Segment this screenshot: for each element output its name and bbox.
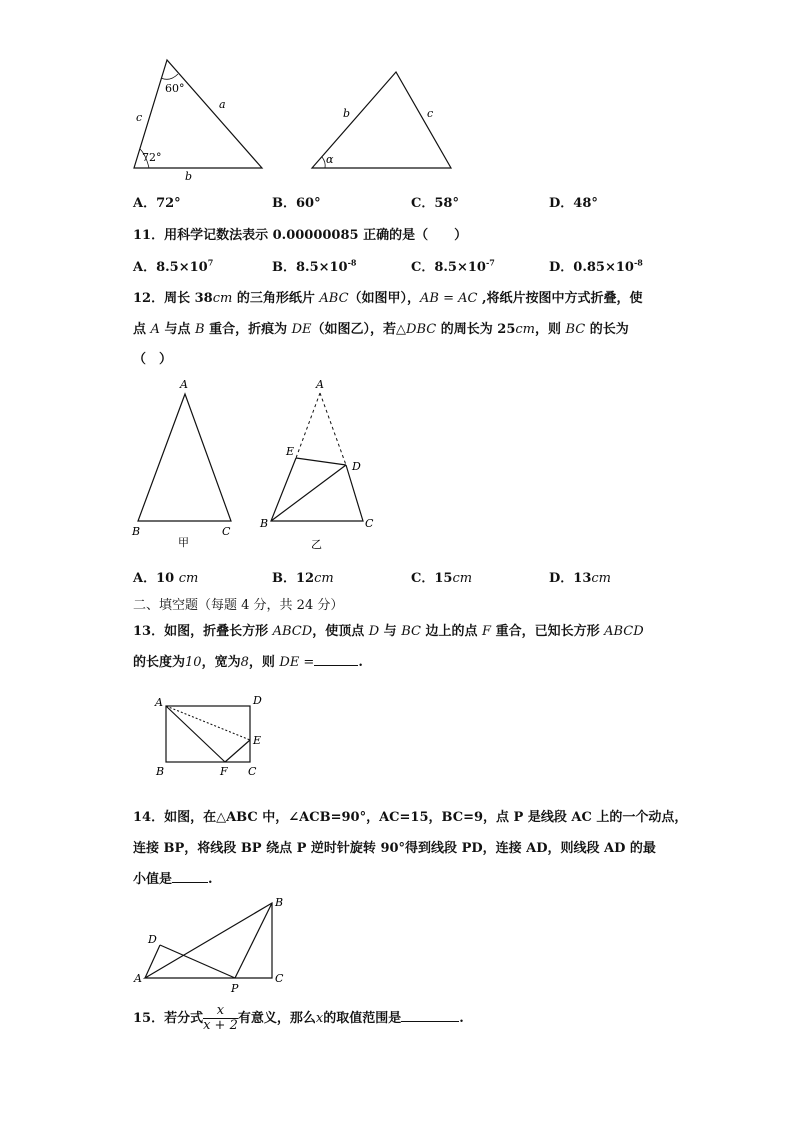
caption-jia: 甲 [178,536,189,549]
vertex-a-label: A [316,378,324,391]
q10-option-c: C．58° [411,196,459,211]
q13-stem-line-1: 13．如图，折叠长方形 ABCD，使顶点 D 与 BC 边上的点 F 重合，已知长方形 ABCD [133,624,644,639]
q12-stem-line-1: 12．周长 38cm 的三角形纸片 ABC（如图甲），AB = AC ,将纸片按图中方式折叠，使 [133,291,643,306]
vertex-b-label: B [156,765,165,778]
vertex-a-label: A [180,378,188,391]
side-c-label: c [136,111,143,124]
q12-option-c: C．15cm [411,571,473,586]
vertex-c-label: C [275,972,284,985]
side-b-label: b [185,170,193,183]
side-c-label: c [427,107,434,120]
q12-option-d: D．13cm [549,571,611,586]
q15-fraction: $\frac{x}{x + 2}$ [203,1003,238,1033]
vertex-a-label: A [134,972,142,985]
vertex-d-label: D [148,933,157,946]
angle-alpha-label: α [326,153,334,166]
vertex-e-label: E [286,445,295,458]
q12-stem-line-2: 点 A 与点 B 重合，折痕为 DE（如图乙），若△DBC 的周长为 25cm，则 BC 的长为 [133,322,629,337]
vertex-b-label: B [260,517,269,530]
q12-stem-line-3: （ ） [133,352,173,367]
q11-option-a: A．$8.5\times 10^7$ [133,257,214,275]
angle-60-label: 60° [165,82,185,95]
q12-option-b: B．12cm [272,571,334,586]
q11-option-b: B．$8.5\times 10^{-8}$ [272,257,357,275]
q14-stem-line-3: 小值是 . [133,872,213,887]
vertex-c-label: C [365,517,374,530]
q10-option-a: A．72° [133,196,181,211]
side-a-label: a [219,98,226,111]
vertex-p-label: P [231,982,239,995]
vertex-b-label: B [132,525,141,538]
angle-72-label: 72° [142,151,162,164]
section-2-heading: 二、填空题（每题 4 分，共 24 分） [133,598,344,613]
vertex-c-label: C [248,765,257,778]
vertex-a-label: A [155,696,163,709]
vertex-d-label: D [352,460,361,473]
q11-option-c: C．$8.5\times 10^{-7}$ [411,257,495,275]
q13-stem-line-2: 的长度为10，宽为8，则 DE = . [133,655,363,670]
q14-stem-line-2: 连接 BP，将线段 BP 绕点 P 逆时针旋转 90°得到线段 PD，连接 AD，则线段 AD 的最 [133,841,656,856]
vertex-c-label: C [222,525,231,538]
q10-option-d: D．48° [549,196,598,211]
q12-option-a: A．10 cm [133,571,199,586]
caption-yi: 乙 [311,538,322,551]
q10-option-b: B．60° [272,196,321,211]
vertex-d-label: D [253,694,262,707]
q15-stem: 15．若分式 $\frac{x}{x + 2}$ 有意义，那么x的取值范围是 . [133,1003,464,1033]
vertex-f-label: F [220,765,228,778]
vertex-b-label: B [275,896,284,909]
side-b-label: b [343,107,351,120]
q11-stem: 11．用科学记数法表示 0.00000085 正确的是（ ） [133,228,468,243]
q11-option-d: D．$0.85\times 10^{-8}$ [549,257,643,275]
q15-answer-blank[interactable] [401,1009,459,1022]
vertex-e-label: E [253,734,262,747]
q14-stem-line-1: 14．如图，在△ABC 中，∠ACB=90°，AC=15，BC=9，点 P 是线段 AC 上的一个动点， [133,810,688,825]
